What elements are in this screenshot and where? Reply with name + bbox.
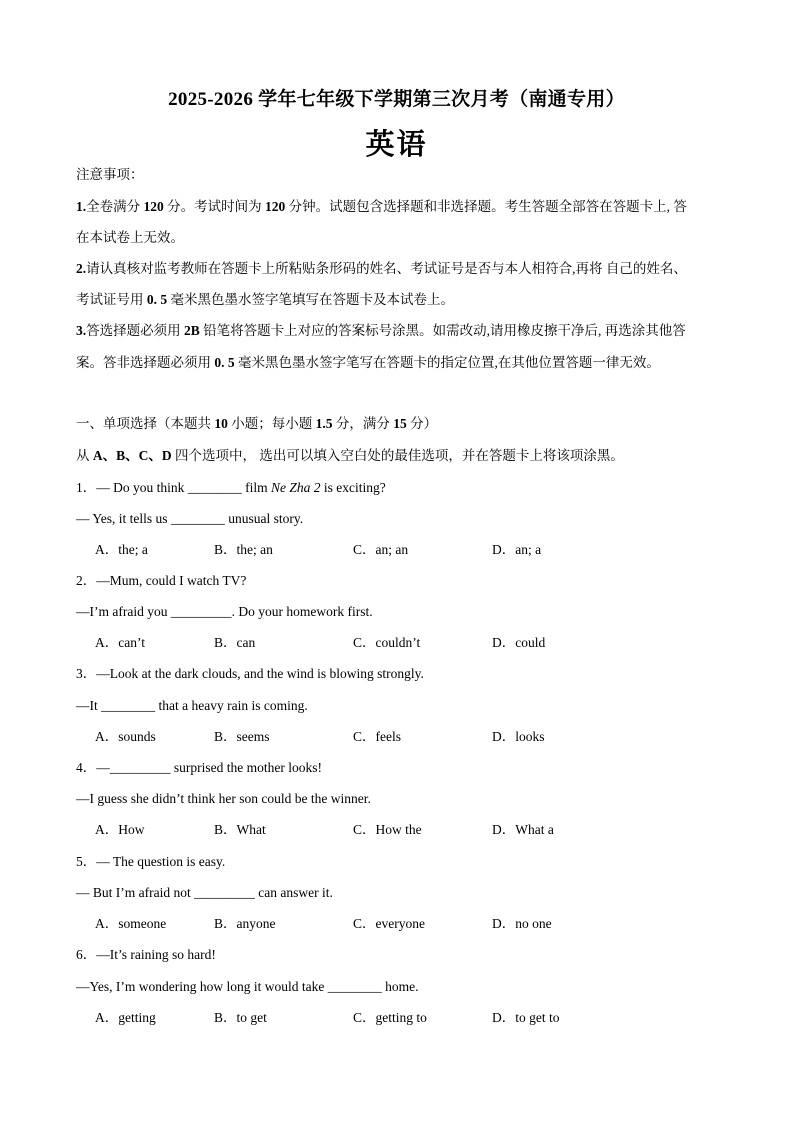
- question-6-option-b: B．to get: [214, 1010, 267, 1025]
- section-heading: 一、单项选择（本题共 10 小题；每小题 1.5 分，满分 15 分）: [76, 416, 438, 431]
- notice-item-2-line-2: 考试证号用 0. 5 毫米黑色墨水签字笔填写在答题卡及本试卷上。: [76, 292, 454, 307]
- notice-item-1-line-1: 1.全卷满分 120 分。考试时间为 120 分钟。试题包含选择题和非选择题。考生答题全部答在答题卡上, 答: [76, 199, 687, 214]
- section-instruction: 从 A、B、C、D 四个选项中， 选出可以填入空白处的最佳选项，并在答题卡上将该项涂黑。: [76, 448, 624, 463]
- notice-heading: 注意事项：: [76, 167, 144, 182]
- question-3-option-c: C．feels: [353, 729, 401, 744]
- question-3-option-b: B．seems: [214, 729, 270, 744]
- question-5-line-1: 5．— The question is easy.: [76, 854, 226, 869]
- question-4-option-d: D．What a: [492, 822, 554, 837]
- question-2-option-c: C．couldn’t: [353, 635, 421, 650]
- question-5-option-c: C．everyone: [353, 916, 425, 931]
- question-6-option-a: A．getting: [95, 1010, 156, 1025]
- notice-item-3-line-1: 3.答选择题必须用 2B 铅笔将答题卡上对应的答案标号涂黑。如需改动,请用橡皮擦干净后, 再选涂其他答: [76, 323, 686, 338]
- question-4-option-b: B．What: [214, 822, 266, 837]
- notice-item-3-line-2: 案。答非选择题必须用 0. 5 毫米黑色墨水签字笔写在答题卡的指定位置,在其他位置答题一律无效。: [76, 355, 660, 370]
- question-5-option-b: B．anyone: [214, 916, 276, 931]
- question-1-line-2: — Yes, it tells us ________ unusual story.: [76, 511, 304, 526]
- question-2-option-d: D．could: [492, 635, 546, 650]
- question-2-option-b: B．can: [214, 635, 256, 650]
- question-1-line-1: 1．— Do you think ________ film Ne Zha 2 is exciting?: [76, 480, 386, 495]
- question-4-line-1: 4．—_________ surprised the mother looks!: [76, 760, 322, 775]
- question-3-option-a: A．sounds: [95, 729, 156, 744]
- question-3-option-d: D．looks: [492, 729, 545, 744]
- question-5-option-a: A．someone: [95, 916, 167, 931]
- question-5-line-2: — But I’m afraid not _________ can answer it.: [76, 885, 333, 900]
- question-6-line-1: 6．—It’s raining so hard!: [76, 947, 216, 962]
- subject-title: 英语: [365, 129, 428, 161]
- question-1-option-a: A．the; a: [95, 542, 148, 557]
- question-6-option-c: C．getting to: [353, 1010, 427, 1025]
- notice-item-2-number: 2.: [76, 261, 87, 276]
- notice-item-1-line-2: 在本试卷上无效。: [76, 230, 184, 245]
- question-1-option-c: C．an; an: [353, 542, 409, 557]
- question-4-option-c: C．How the: [353, 822, 422, 837]
- notice-item-2-line-1: 2.请认真核对监考教师在答题卡上所粘贴条形码的姓名、考试证号是否与本人相符合,再将 自己的姓名、: [76, 261, 687, 276]
- question-3-line-1: 3．—Look at the dark clouds, and the wind is blowing strongly.: [76, 666, 424, 681]
- notice-item-3-number: 3.: [76, 323, 87, 338]
- question-6-option-d: D．to get to: [492, 1010, 560, 1025]
- question-2-option-a: A．can’t: [95, 635, 145, 650]
- question-5-option-d: D．no one: [492, 916, 552, 931]
- question-1-option-d: D．an; a: [492, 542, 542, 557]
- question-1-option-b: B．the; an: [214, 542, 273, 557]
- question-6-line-2: —Yes, I’m wondering how long it would take ________ home.: [76, 979, 419, 994]
- notice-item-1-number: 1.: [76, 199, 87, 214]
- question-3-line-2: —It ________ that a heavy rain is coming.: [76, 698, 308, 713]
- page-title: 2025-2026 学年七年级下学期第三次月考（南通专用）: [168, 89, 625, 110]
- question-2-line-1: 2．—Mum, could I watch TV?: [76, 573, 247, 588]
- question-4-line-2: —I guess she didn’t think her son could be the winner.: [76, 791, 371, 806]
- question-2-line-2: —I’m afraid you _________. Do your homework first.: [76, 604, 373, 619]
- question-4-option-a: A．How: [95, 822, 145, 837]
